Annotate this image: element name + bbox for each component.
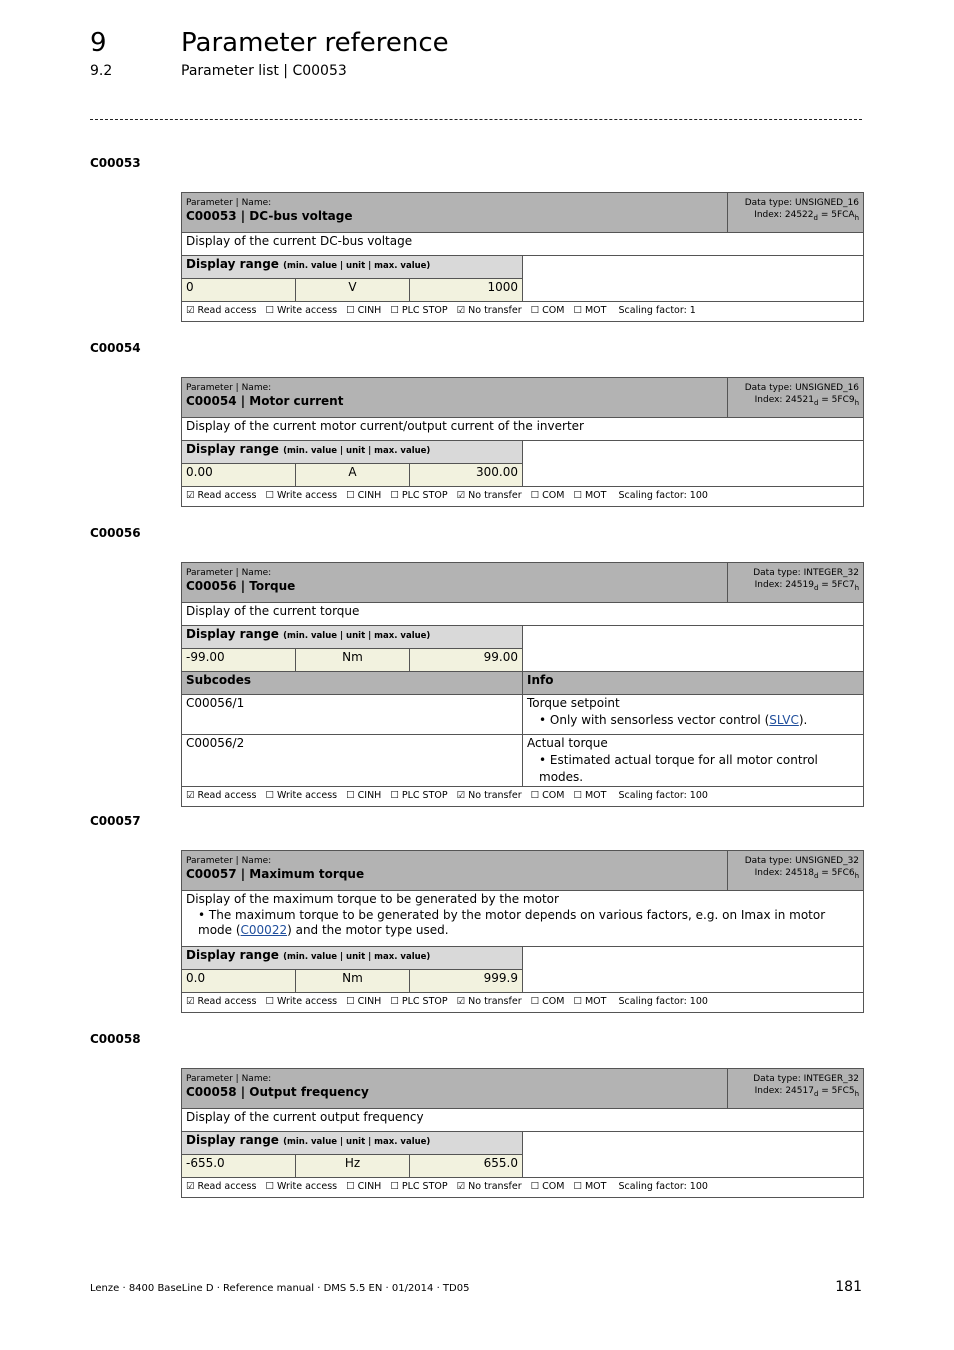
param-heading-c00053: C00053 — [90, 156, 141, 170]
scaling-factor: Scaling factor: 100 — [618, 996, 708, 1007]
scaling-factor: Scaling factor: 1 — [618, 305, 696, 316]
max-value: 99.00 — [410, 649, 523, 672]
section-number: 9.2 — [90, 63, 113, 79]
subcode-info: Actual torque • Estimated actual torque for all motor control modes. — [523, 735, 864, 787]
display-range-header: Display range (min. value | unit | max. value) — [182, 626, 523, 649]
display-range-header: Display range (min. value | unit | max. value) — [182, 441, 523, 464]
param-name: C00054 | Motor current — [186, 394, 344, 408]
access-flags: ☑ Read access ☐ Write access ☐ CINH ☐ PLC STOP ☑ No transfer ☐ COM ☐ MOT Scaling factor: 100 — [182, 993, 864, 1013]
unit: Nm — [296, 649, 410, 672]
c00022-link[interactable]: C00022 — [240, 923, 288, 937]
param-description: Display of the current motor current/output current of the inverter — [182, 418, 864, 441]
display-range-header: Display range (min. value | unit | max. value) — [182, 256, 523, 279]
header-divider — [90, 108, 862, 120]
param-heading-c00054: C00054 — [90, 341, 141, 355]
chapter-number: 9 — [90, 28, 107, 58]
data-type: Data type: INTEGER_32 — [753, 568, 860, 578]
subcode: C00056/1 — [182, 695, 523, 735]
param-description: Display of the current output frequency — [182, 1109, 864, 1132]
param-label: Parameter | Name: — [186, 383, 272, 393]
index: Index: $24521_d = 5FC9_h$ — [754, 395, 860, 407]
scaling-factor: Scaling factor: 100 — [618, 1181, 708, 1192]
index: Index: $24517_d = 5FC5_h$ — [754, 1086, 860, 1098]
data-type: Data type: INTEGER_32 — [753, 1074, 860, 1084]
min-value: -99.00 — [182, 649, 296, 672]
subcode: C00056/2 — [182, 735, 523, 787]
subcode-info: Torque setpoint • Only with sensorless vector control (SLVC). — [523, 695, 864, 735]
access-flags: ☑ Read access ☐ Write access ☐ CINH ☐ PLC STOP ☑ No transfer ☐ COM ☐ MOT Scaling factor: 100 — [182, 787, 864, 807]
param-table-c00057 — [181, 850, 864, 1013]
param-heading-c00058: C00058 — [90, 1032, 141, 1046]
min-value: -655.0 — [182, 1155, 296, 1178]
max-value: 999.9 — [410, 970, 523, 993]
param-description: Display of the maximum torque to be generated by the motor • The maximum torque to be generated by the motor depends on various factors, e.g. on Imax in motor mode (C00022) and the motor type used. — [182, 891, 864, 947]
index: Index: $24518_d = 5FC6_h$ — [754, 868, 860, 880]
footer-text: Lenze · 8400 BaseLine D · Reference manual · DMS 5.5 EN · 01/2014 · TD05 — [90, 1283, 470, 1294]
param-table-c00056 — [181, 562, 864, 807]
scaling-factor: Scaling factor: 100 — [618, 490, 708, 501]
index: Index: $24519_d = 5FC7_h$ — [754, 580, 860, 592]
param-heading-c00056: C00056 — [90, 526, 141, 540]
param-name: C00057 | Maximum torque — [186, 867, 365, 881]
chapter-title: Parameter reference — [181, 28, 449, 58]
max-value: 1000 — [410, 279, 523, 302]
info-header: Info — [523, 672, 864, 695]
param-label: Parameter | Name: — [186, 856, 272, 866]
slvc-link[interactable]: SLVC — [769, 713, 799, 727]
param-name: C00053 | DC-bus voltage — [186, 209, 353, 223]
unit: Hz — [296, 1155, 410, 1178]
display-range-header: Display range (min. value | unit | max. value) — [182, 947, 523, 970]
param-label: Parameter | Name: — [186, 568, 272, 578]
scaling-factor: Scaling factor: 100 — [618, 790, 708, 801]
param-name: C00058 | Output frequency — [186, 1085, 369, 1099]
param-name: C00056 | Torque — [186, 579, 296, 593]
display-range-header: Display range (min. value | unit | max. value) — [182, 1132, 523, 1155]
unit: V — [296, 279, 410, 302]
section-title: Parameter list | C00053 — [181, 63, 347, 79]
access-flags: ☑ Read access ☐ Write access ☐ CINH ☐ PLC STOP ☑ No transfer ☐ COM ☐ MOT Scaling factor: 100 — [182, 1178, 864, 1198]
page-number: 181 — [835, 1279, 862, 1295]
param-heading-c00057: C00057 — [90, 814, 141, 828]
access-flags: ☑ Read access ☐ Write access ☐ CINH ☐ PLC STOP ☑ No transfer ☐ COM ☐ MOT Scaling factor: 100 — [182, 487, 864, 507]
param-description: Display of the current torque — [182, 603, 864, 626]
access-flags: ☑ Read access ☐ Write access ☐ CINH ☐ PLC STOP ☑ No transfer ☐ COM ☐ MOT Scaling factor: 1 — [182, 302, 864, 322]
param-label: Parameter | Name: — [186, 1074, 272, 1084]
min-value: 0.0 — [182, 970, 296, 993]
index: Index: $24522_d = 5FCA_h$ — [754, 210, 860, 222]
data-type: Data type: UNSIGNED_32 — [744, 856, 860, 866]
data-type: Data type: UNSIGNED_16 — [744, 383, 860, 393]
max-value: 655.0 — [410, 1155, 523, 1178]
min-value: 0 — [182, 279, 296, 302]
unit: A — [296, 464, 410, 487]
max-value: 300.00 — [410, 464, 523, 487]
subcodes-header: Subcodes — [182, 672, 523, 695]
param-table-c00058 — [181, 1068, 864, 1198]
data-type: Data type: UNSIGNED_16 — [744, 198, 860, 208]
param-table-c00054 — [181, 377, 864, 507]
param-description: Display of the current DC-bus voltage — [182, 233, 864, 256]
min-value: 0.00 — [182, 464, 296, 487]
param-label: Parameter | Name: — [186, 198, 272, 208]
param-table-c00053 — [181, 192, 864, 322]
unit: Nm — [296, 970, 410, 993]
